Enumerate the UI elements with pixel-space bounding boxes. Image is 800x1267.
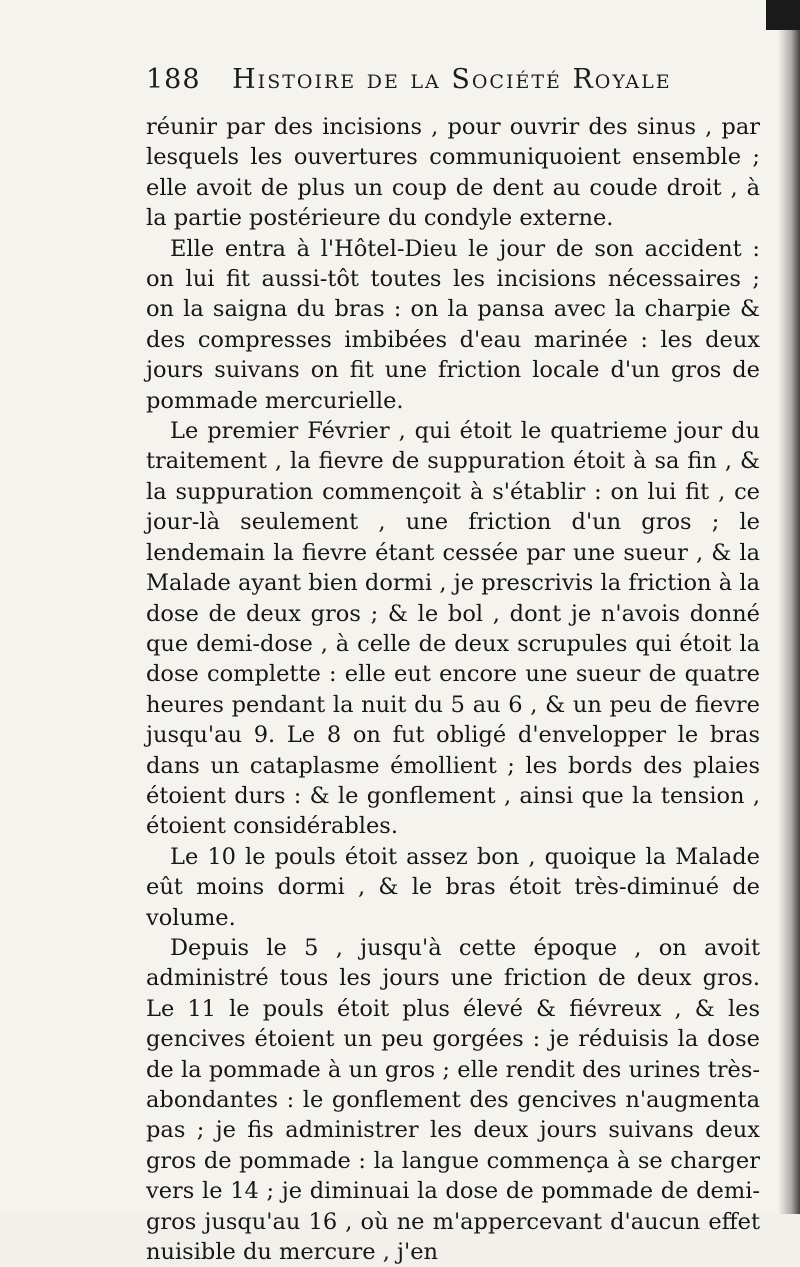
- page-gutter-shadow: [778, 0, 800, 1214]
- running-title: Histoire de la Société Royale: [232, 64, 672, 95]
- page-number: 188: [146, 64, 201, 95]
- paragraph-continuation: réunir par des incisions , pour ouvrir des sinus , par lesquels les ouvertures communiquoient ensemble ; elle avoit de plus un coup de dent au coude droit , à la partie postérieure du condyle externe.: [146, 114, 760, 232]
- body-text: [146, 112, 760, 1267]
- paragraph-le-10: Le 10 le pouls étoit assez bon , quoique la Malade eût moins dormi , & le bras étoit très-diminué de volume.: [146, 843, 760, 931]
- running-header: [146, 64, 746, 95]
- paragraph-depuis-le-5: Depuis le 5 , jusqu'à cette époque , on avoit administré tous les jours une friction de deux gros. Le 11 le pouls étoit plus élevé & fiévreux , & les gencives étoient un peu gorgées : je réduisis la dose de la pommade à un gros ; elle rendit des urines très-abondantes : le gonflement des gencives n'augmenta pas ; je fis administrer les deux jours suivans deux gros de pommade : la langue commença à se charger vers le 14 ; je diminuai la dose de pommade de demi-gros jusqu'au 16 , où ne m'appercevant d'aucun effet nuisible du mercure , j'en: [146, 934, 760, 1266]
- scan-edge-shadow: [766, 0, 800, 30]
- paragraph-premier-fevrier: Le premier Février , qui étoit le quatrieme jour du traitement , la fievre de suppuration étoit à sa fin , & la suppuration commençoit à s'établir : on lui fit , ce jour-là seulement , une friction d'un gros ; le lendemain la fievre étant cessée par une sueur , & la Malade ayant bien dormi , je prescrivis la friction à la dose de deux gros ; & le bol , dont je n'avois donné que demi-dose , à celle de deux scrupules qui étoit la dose complette : elle eut encore une sueur de quatre heures pendant la nuit du 5 au 6 , & un peu de fievre jusqu'au 9. Le 8 on fut obligé d'envelopper le bras dans un cataplasme émollient ; les bords des plaies étoient durs : & le gonflement , ainsi que la tension , étoient considérables.: [146, 418, 760, 840]
- paragraph-hotel-dieu: Elle entra à l'Hôtel-Dieu le jour de son accident : on lui fit aussi-tôt toutes les incisions nécessaires ; on la saigna du bras : on la pansa avec la charpie & des compresses imbibées d'eau marinée : les deux jours suivans on fit une friction locale d'un gros de pommade mercurielle.: [146, 235, 760, 414]
